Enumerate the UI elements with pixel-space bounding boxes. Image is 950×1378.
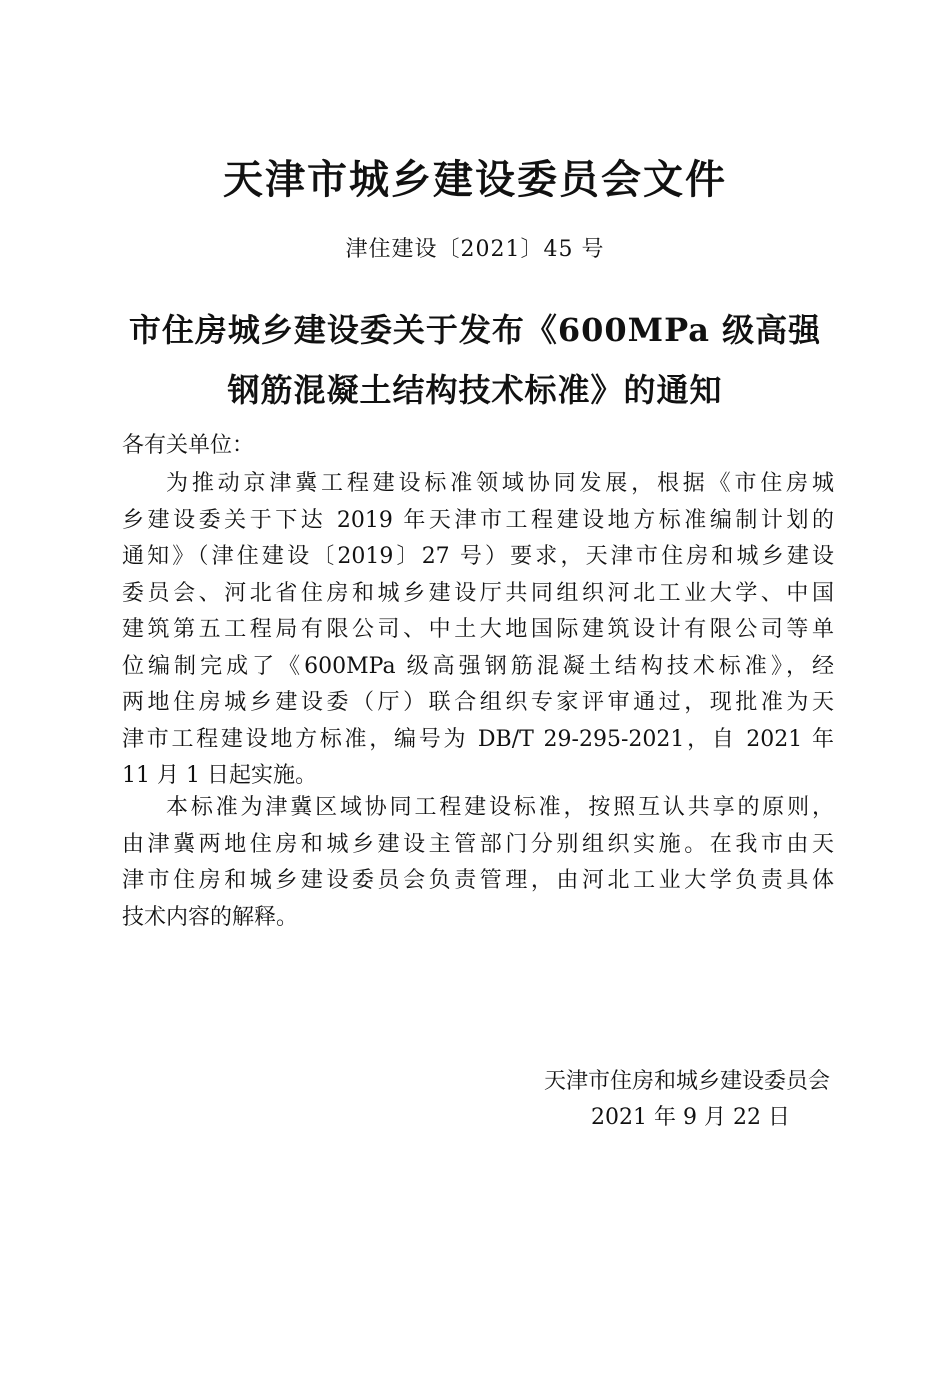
paragraph-line: 通知》（津住建设〔2019〕27 号）要求，天津市住房和城乡建设: [122, 544, 834, 569]
paragraph-line: 11 月 1 日起实施。: [122, 763, 317, 788]
paragraph-line: 建筑第五工程局有限公司、中土大地国际建筑设计有限公司等单: [122, 617, 834, 642]
paragraph-line: 委员会、河北省住房和城乡建设厅共同组织河北工业大学、中国: [122, 580, 834, 606]
paragraph-line: 津市住房和城乡建设委员会负责管理，由河北工业大学负责具体: [122, 868, 834, 893]
paragraph-line: 技术内容的解释。: [122, 904, 299, 930]
paragraph-line: 为推动京津冀工程建设标准领域协同发展，根据《市住房城: [166, 471, 834, 496]
notice-title-line-1: 市住房城乡建设委关于发布《600MPa 级高强: [128, 311, 822, 349]
paragraph-line: 由津冀两地住房和城乡建设主管部门分别组织实施。在我市由天: [122, 831, 834, 857]
signature-date: 2021 年 9 月 22 日: [591, 1105, 790, 1130]
document-number: 津住建设〔2021〕45 号: [345, 237, 605, 262]
paragraph-line: 本标准为津冀区域协同工程建设标准，按照互认共享的原则，: [166, 795, 834, 820]
notice-title: [110, 300, 840, 420]
paragraph-line: 位编制完成了《600MPa 级高强钢筋混凝土结构技术标准》，经: [122, 653, 834, 679]
salutation: 各有关单位：: [122, 433, 255, 458]
paragraph-line: 津市工程建设地方标准，编号为 DB/T 29-295-2021，自 2021 年: [122, 726, 834, 752]
signature-organization: 天津市住房和城乡建设委员会: [543, 1069, 830, 1094]
issuer-heading: 天津市城乡建设委员会文件: [223, 156, 727, 203]
paragraph-line: 两地住房城乡建设委（厅）联合组织专家评审通过，现批准为天: [122, 690, 834, 715]
notice-title-line-2: 钢筋混凝土结构技术标准》的通知: [227, 371, 723, 409]
body-paragraph-1: [122, 466, 834, 795]
body-paragraph-2: [122, 790, 834, 936]
paragraph-line: 乡建设委关于下达 2019 年天津市工程建设地方标准编制计划的: [122, 507, 834, 533]
